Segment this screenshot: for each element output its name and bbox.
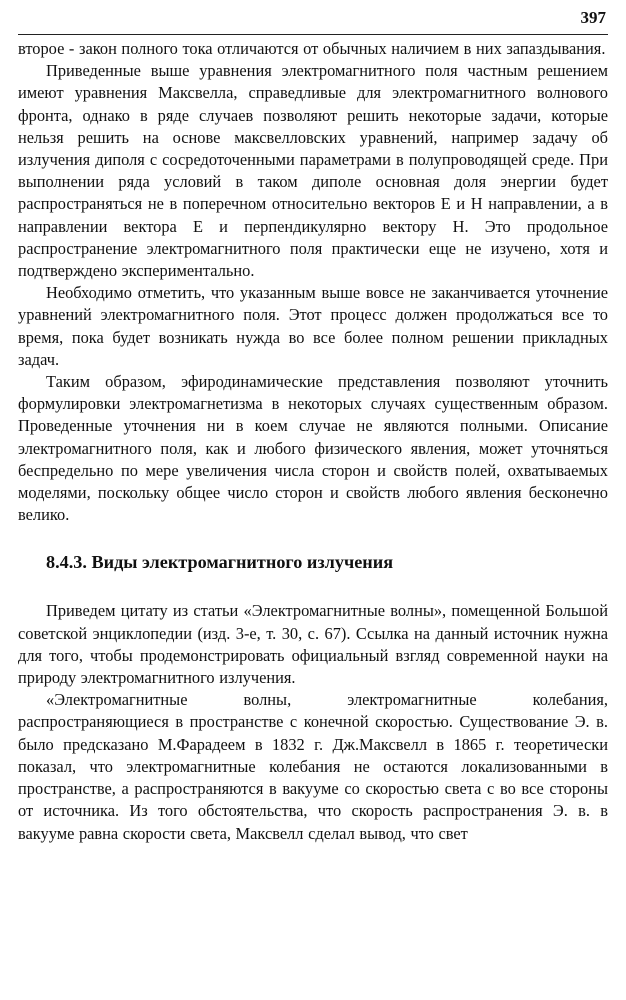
page-header [18,8,608,35]
paragraph-4: Таким образом, эфиродинамические представления позволяют уточнить формулировки электромагнетизма в некоторых случаях существенным образом. Проведенные уточнения ни в коем случае не являются полными. Описание электромагнитного поля, как и любого физического явления, может уточняться беспредельно по мере увеличения числа сторон и свойств полей, охватываемых моделями, поскольку общее число сторон и свойств любого явления бесконечно велико. [18,372,608,525]
section-heading: 8.4.3. Виды электромагнитного излучения [46,552,394,573]
paragraph-2: Приведенные выше уравнения электромагнитного поля частным решением имеют уравнения Максвелла, справедливые для электромагнитного волнового фронта, однако в ряде случаев позволяют решить некоторые задачи, которые нельзя решить на основе максвелловских уравнений, например задачу об излучения диполя с сосредоточенными параметрами в полупроводящей среде. При выполнении ряда условий в таком диполе основная доля энергии будет распространяться не в поперечном относительно векторов E и H направлении, а в направлении вектора E и перпендикулярно вектору H. Это продольное распространение электромагнитного поля практически еще не изучено, хотя и подтверждено экспериментально. [18,61,608,281]
paragraph-3: Необходимо отметить, что указанным выше вовсе не заканчивается уточнение уравнений электромагнитного поля. Этот процесс должен продолжаться все то время, пока будет возникать нужда во все более полном решении прикладных задач. [18,283,608,369]
paragraph-1: второе - закон полного тока отличаются от обычных наличием в них запаздывания. [18,39,606,58]
paragraph-5: Приведем цитату из статьи «Электромагнитные волны», помещенной Большой советской энциклопедии (изд. 3-е, т. 30, с. 67). Ссылка на данный источник нужна для того, чтобы продемонстрировать официальный взгляд современной науки на природу электромагнитного излучения. [18,601,608,688]
paragraph-6: «Электромагнитные волны, электромагнитные колебания, распространяющиеся в пространстве с конечной скоростью. Существование Э. в. было предсказано М.Фарадеем в 1832 г. Дж.Максвелл в 1865 г. теоретически показал, что электромагнитные колебания не остаются локализованными в пространстве, а распространяются в вакууме со скоростью света c во все стороны от источника. Из того обстоятельства, что скорость распространения Э. в. в вакууме равна скорости света, Максвелл сделал вывод, что свет [18,690,608,843]
page-body [18,38,608,845]
page-number: 397 [580,8,606,27]
